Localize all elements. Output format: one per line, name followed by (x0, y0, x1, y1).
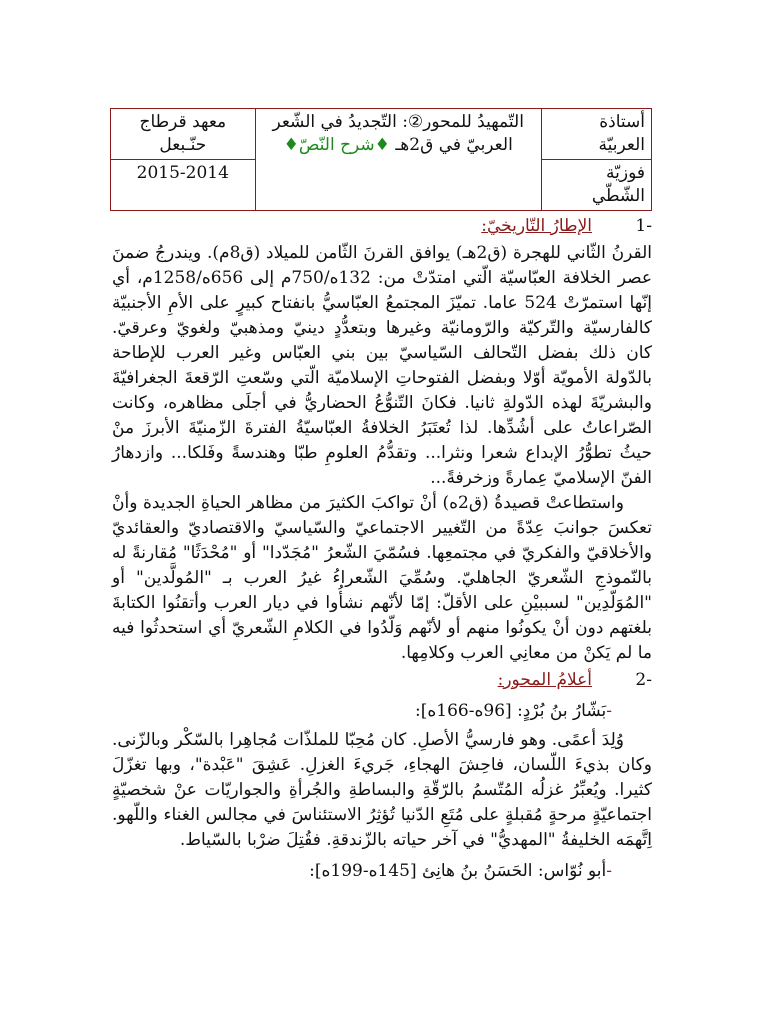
title-cell (255, 109, 541, 211)
section2-heading (112, 668, 652, 693)
section1-title: الإطارُ التّاريخيّ: (481, 216, 592, 236)
teacher-title: أستاذة العربيّة (598, 112, 645, 155)
section2-title: أعلامُ المحور: (497, 670, 592, 690)
section1-paragraph-2: واستطاعتْ قصيدةُ (ق2ه) أنْ تواكبَ الكثيرَ من مظاهر الحياةِ الجديدة وأنْ تعكسَ جوانبَ عِدّةً من التّغيير الاجتماعيّ والسّياسيّ والاقتصاديّ والعقائديّ والأخلاقيّ والفكريّ في مجتمعِها. فسُمّيَ الشّعرُ "مُجَدّدا" أو "مُحْدَثًا" مُقارنةً له بالنّموذجِ الشّعريّ الجاهليّ. وسُمِّيَ الشّعراءُ غيرُ العرب بـ "المُولَّدين" أو "المُوَلّدِين" لسببيْنِ على الأقلّ: إمّا لأنّهم نشأُوا في ديار العرب وأتقنُوا الكتابةَ بلغتهم دون أنْ يكونُوا منهم أو لأنّهم وَلّدُوا في الكلامِ الشّعريّ أي استحدثُوا فيه ما لم يَكنْ من معانِي العرب وكلامِها. (112, 493, 652, 663)
teacher-name: فوزيّة الشّطّي (591, 162, 645, 206)
poet2-dash: - (606, 861, 612, 881)
school-location: حنّـبعل (159, 134, 207, 155)
lesson-title: التّمهيدُ للمحور②: التّجديدُ في الشّعر العربيّ في ق2هـ (272, 112, 524, 155)
poet2-name: أبو نُوّاس: الحَسَنُ بنُ هانِئ [145ه-199ه]: (309, 861, 607, 881)
document-body (112, 214, 652, 884)
lesson-subtitle: ♦شرح النّصّ♦ (283, 134, 390, 155)
school-cell (111, 109, 256, 160)
poet1-biography: وُلِدَ أعمًى. وهو فارسيُّ الأصلِ. كان مُحِبّا للملذّات مُجاهِرا بالسّكْر وبالزّنى. وكان بذيءَ اللّسان، فاحِشَ الهجاءِ، جَريءَ الغزلِ. عَشِقَ "عَبْدة"، وبها تغزّلَ كثيرا. ويُعبِّرُ غزلُه المُتّسمُ بالرّقّةِ والبساطةِ والجُرأةِ والجواريّات عنْ شخصيّةٍ اجتماعيّةٍ مرحةٍ مُقبلةٍ على مُتَعِ الدّنيا تُؤثِرُ الاستئناسَ في مجالس الغناء واللّهو. اِتَّهمَه الخليفةُ "المهديُّ" في آخر حياته بالزّندقةِ. فقُتِلَ ضرْبا بالسّياط. (112, 730, 652, 850)
section1-heading (112, 214, 652, 239)
school-name: معهد قرطاج (139, 112, 227, 132)
poet1-dash: - (606, 701, 612, 721)
teacher-cell-bottom (541, 159, 651, 210)
section2-number: -2 (635, 670, 652, 690)
poet2-heading (112, 859, 612, 884)
section1-number: -1 (635, 216, 652, 236)
year-cell (111, 159, 256, 210)
poet1-name: بَشّارُ بنُ بُرْدٍ: [96ه-166ه]: (415, 701, 607, 721)
section1-paragraph-1: القرنُ الثّاني للهجرة (ق2هـ) يوافق القرنَ الثّامن للميلاد (ق8م). ويندرجُ ضمنَ عصر الخلافة العبّاسيّة الّتي امتدّتْ من: 132ه/750م إلى 656ه/1258م، أي إنّها استمرّتْ 524 عاما. تميّزَ المجتمعُ العبّاسيُّ بانفتاح كبيرٍ على الأمِ الأجنبيّة كالفارسيّة والتّركيّة والرّومانيّة وغيرها وبتعدُّدٍ دينيّ ومذهبيّ ولغويّ وعرقيّ. كان ذلك بفضل التّحالف السّياسيّ بين بني العبّاس وغير العرب للإطاحة بالدّولة الأمويّة أوّلا وبفضل الفتوحاتِ الإسلاميّة الّتي وسّعتِ الرّقعةَ الجغرافيّةَ والبشريّةَ لهذه الدّولةِ ثانيا. فكانَ التّنوُّعُ الحضاريُّ في أجلَى مظاهره، وكانت الصّراعاتُ على أشُدِّها. لذا تُعتَبَرُ الخلافةُ العبّاسيّةُ الفترةَ الزّمنيّةَ الأبرزَ منْ حيثُ تطوُّرُ الإبداع شعرا ونثرا... وتقدُّمُ العلومِ طبّا وهندسةً وفَلكا... وازدهارُ الفنّ الإسلاميّ عِمارةً وزخرفةً... (112, 243, 652, 488)
poet1-heading (112, 699, 612, 724)
header-table (110, 108, 652, 211)
teacher-cell-top (541, 109, 651, 160)
school-year: 2015-2014 (136, 162, 229, 183)
